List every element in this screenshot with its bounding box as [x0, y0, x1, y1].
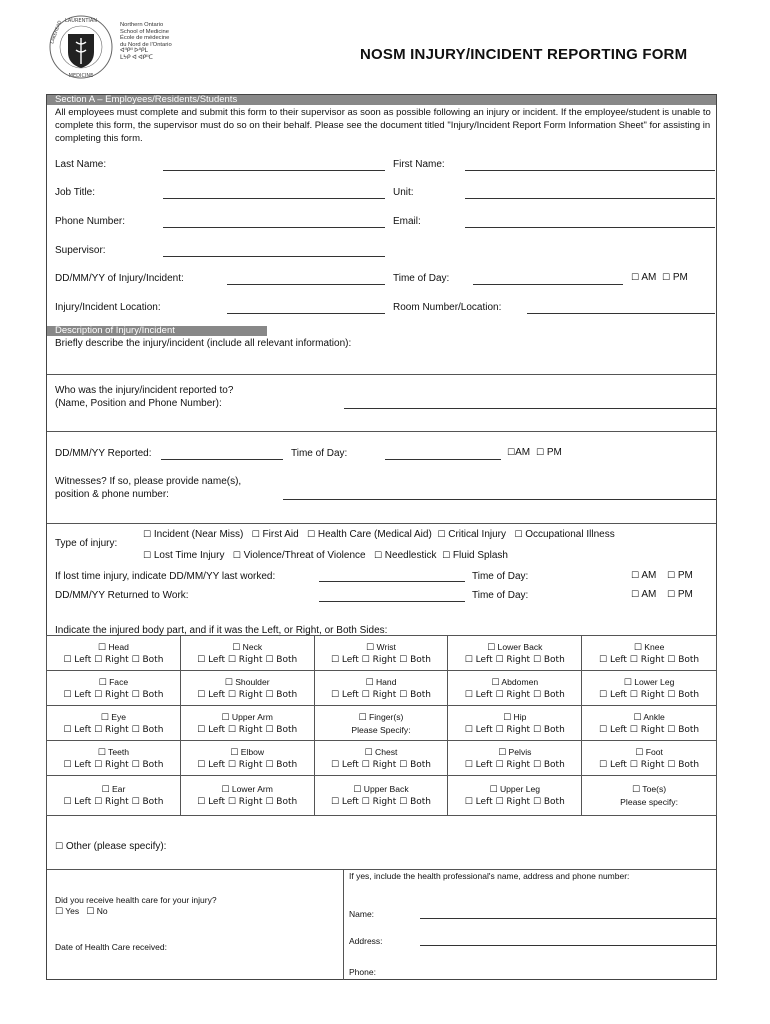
last-name-field[interactable] — [163, 170, 385, 171]
injury-type-row1[interactable]: ☐ Incident (Near Miss) ☐ First Aid ☐ Health Care (Medical Aid) ☐ Critical Injury ☐ Occupational Illness — [143, 529, 615, 540]
lost-time-option[interactable]: Lost Time Injury — [153, 550, 225, 561]
time-of-day-label: Time of Day: — [393, 273, 450, 284]
injury-am-checkbox[interactable]: ☐ AM — [631, 272, 657, 283]
needlestick-option[interactable]: Needlestick — [384, 550, 437, 561]
phone-label: Phone Number: — [55, 216, 126, 227]
near-miss-option[interactable]: Incident (Near Miss) — [153, 529, 244, 540]
body-part-face[interactable]: ☐ Face ☐ Left ☐ Right ☐ Both — [47, 671, 181, 706]
body-part-abdomen[interactable]: ☐ Abdomen ☐ Left ☐ Right ☐ Both — [448, 671, 582, 706]
nosm-logo — [48, 14, 114, 80]
svg-text:MEDICINE: MEDICINE — [68, 73, 94, 79]
body-part-pelvis[interactable]: ☐ Pelvis ☐ Left ☐ Right ☐ Both — [448, 741, 582, 776]
body-part-chest[interactable]: ☐ Chest ☐ Left ☐ Right ☐ Both — [314, 741, 448, 776]
injury-date-label: DD/MM/YY of Injury/Incident: — [55, 273, 184, 284]
returned-pm-checkbox[interactable]: ☐ PM — [667, 589, 693, 600]
body-part-head[interactable]: ☐ Head ☐ Left ☐ Right ☐ Both — [47, 636, 181, 671]
section-a-heading: Section A – Employees/Residents/Students — [47, 95, 716, 105]
other-option[interactable]: ☐ Other (please specify): — [55, 841, 167, 852]
room-field[interactable] — [527, 313, 715, 314]
body-part-toes[interactable]: ☐ Toe(s) Please specify: — [582, 776, 717, 816]
body-part-elbow[interactable]: ☐ Elbow ☐ Left ☐ Right ☐ Both — [180, 741, 314, 776]
school-name: Northern Ontario School of Medicine École de médecine du Nord de l'Ontario ᐊᐦᑭᐦ ᐅᐦᑭᒪ ᒪᔭᑭ ᐊ ᐊᑭᐦᑕ — [120, 22, 172, 61]
body-part-upper-leg[interactable]: ☐ Upper Leg ☐ Left ☐ Right ☐ Both — [448, 776, 582, 816]
body-part-ear[interactable]: ☐ Ear ☐ Left ☐ Right ☐ Both — [47, 776, 181, 816]
body-part-lower-arm[interactable]: ☐ Lower Arm ☐ Left ☐ Right ☐ Both — [180, 776, 314, 816]
hp-address-label: Address: — [349, 936, 383, 946]
injury-time-field[interactable] — [473, 284, 623, 285]
health-care-question: Did you receive health care for your injury? — [55, 895, 217, 905]
reported-to-sublabel: (Name, Position and Phone Number): — [55, 398, 222, 409]
email-field[interactable] — [465, 227, 715, 228]
body-part-knee[interactable]: ☐ Knee ☐ Left ☐ Right ☐ Both — [582, 636, 717, 671]
reported-am-checkbox[interactable]: ☐AM — [507, 447, 531, 458]
form-title: NOSM INJURY/INCIDENT REPORTING FORM — [360, 46, 688, 63]
supervisor-field[interactable] — [163, 256, 385, 257]
supervisor-label: Supervisor: — [55, 245, 106, 256]
witnesses-label: Witnesses? If so, please provide name(s), — [55, 476, 242, 487]
hp-name-field[interactable] — [420, 918, 716, 919]
occupational-illness-option[interactable]: Occupational Illness — [525, 529, 615, 540]
phone-field[interactable] — [163, 227, 385, 228]
body-part-upper-back[interactable]: ☐ Upper Back ☐ Left ☐ Right ☐ Both — [314, 776, 448, 816]
yes-option[interactable]: Yes — [65, 906, 80, 916]
hp-phone-label: Phone: — [349, 967, 376, 977]
date-reported-field[interactable] — [161, 459, 283, 460]
reported-to-field[interactable] — [344, 408, 716, 409]
hp-address-field[interactable] — [420, 945, 716, 946]
fluid-splash-option[interactable]: Fluid Splash — [452, 550, 508, 561]
violence-option[interactable]: Violence/Threat of Violence — [243, 550, 366, 561]
body-part-wrist[interactable]: ☐ Wrist ☐ Left ☐ Right ☐ Both — [314, 636, 448, 671]
body-part-upper-arm[interactable]: ☐ Upper Arm ☐ Left ☐ Right ☐ Both — [180, 706, 314, 741]
injury-pm-checkbox[interactable]: ☐ PM — [662, 272, 688, 283]
hp-name-label: Name: — [349, 909, 375, 919]
last-worked-am-checkbox[interactable]: ☐ AM — [631, 570, 657, 581]
last-name-label: Last Name: — [55, 159, 107, 170]
critical-injury-option[interactable]: Critical Injury — [448, 529, 507, 540]
body-part-prompt: Indicate the injured body part, and if it was the Left, or Right, or Both Sides: — [55, 625, 388, 636]
body-part-shoulder[interactable]: ☐ Shoulder ☐ Left ☐ Right ☐ Both — [180, 671, 314, 706]
job-title-label: Job Title: — [55, 187, 96, 198]
body-part-lower-back[interactable]: ☐ Lower Back ☐ Left ☐ Right ☐ Both — [448, 636, 582, 671]
form-frame — [46, 94, 717, 980]
reported-to-label: Who was the injury/incident reported to? — [55, 385, 234, 396]
reported-time-field[interactable] — [385, 459, 501, 460]
date-reported-label: DD/MM/YY Reported: — [55, 448, 152, 459]
unit-label: Unit: — [393, 187, 414, 198]
health-professional-prompt: If yes, include the health professional's name, address and phone number: — [349, 871, 630, 881]
no-option[interactable]: No — [96, 906, 108, 916]
intro-text: All employees must complete and submit this form to their supervisor as soon as possible following an injury or incident. If the employee/student is unable to complete this form, the supervisor must do so on their behalf. Please see the document titled "Injury/Incident Report Form Information Sheet" for assisting in completing this form. — [55, 107, 711, 144]
job-title-field[interactable] — [163, 198, 385, 199]
injury-date-field[interactable] — [227, 284, 385, 285]
body-part-grid — [46, 635, 717, 816]
body-part-ankle[interactable]: ☐ Ankle ☐ Left ☐ Right ☐ Both — [582, 706, 717, 741]
health-care-options[interactable]: ☐ Yes ☐ No — [55, 906, 108, 917]
body-part-foot[interactable]: ☐ Foot ☐ Left ☐ Right ☐ Both — [582, 741, 717, 776]
body-part-lower-leg[interactable]: ☐ Lower Leg ☐ Left ☐ Right ☐ Both — [582, 671, 717, 706]
health-care-date-label: Date of Health Care received: — [55, 942, 167, 952]
svg-text:LAURENTIAN: LAURENTIAN — [64, 18, 98, 24]
body-part-neck[interactable]: ☐ Neck ☐ Left ☐ Right ☐ Both — [180, 636, 314, 671]
injury-type-label: Type of injury: — [55, 538, 118, 549]
room-label: Room Number/Location: — [393, 302, 502, 313]
body-part-hip[interactable]: ☐ Hip ☐ Left ☐ Right ☐ Both — [448, 706, 582, 741]
location-label: Injury/Incident Location: — [55, 302, 161, 313]
returned-label: DD/MM/YY Returned to Work: — [55, 590, 189, 601]
reported-pm-checkbox[interactable]: ☐ PM — [536, 447, 562, 458]
description-heading: Description of Injury/Incident — [47, 326, 267, 336]
returned-am-checkbox[interactable]: ☐ AM — [631, 589, 657, 600]
reported-time-label: Time of Day: — [291, 448, 348, 459]
location-field[interactable] — [227, 313, 385, 314]
injury-type-row2[interactable]: ☐ Lost Time Injury ☐ Violence/Threat of Violence ☐ Needlestick ☐ Fluid Splash — [143, 550, 508, 561]
health-care-option[interactable]: Health Care (Medical Aid) — [317, 529, 432, 540]
last-worked-time-label: Time of Day: — [472, 571, 529, 582]
returned-time-label: Time of Day: — [472, 590, 529, 601]
returned-field[interactable] — [319, 601, 465, 602]
body-part-hand[interactable]: ☐ Hand ☐ Left ☐ Right ☐ Both — [314, 671, 448, 706]
body-part-teeth[interactable]: ☐ Teeth ☐ Left ☐ Right ☐ Both — [47, 741, 181, 776]
unit-field[interactable] — [465, 198, 715, 199]
description-prompt: Briefly describe the injury/incident (include all relevant information): — [55, 338, 352, 349]
svg-text:LAKEHEAD: LAKEHEAD — [50, 20, 64, 45]
first-name-field[interactable] — [465, 170, 715, 171]
last-worked-pm-checkbox[interactable]: ☐ PM — [667, 570, 693, 581]
first-name-label: First Name: — [393, 159, 445, 170]
email-label: Email: — [393, 216, 421, 227]
last-worked-label: If lost time injury, indicate DD/MM/YY last worked: — [55, 571, 276, 582]
last-worked-field[interactable] — [319, 581, 465, 582]
body-part-fingers[interactable]: ☐ Finger(s) Please Specify: — [314, 706, 448, 741]
witnesses-field[interactable] — [283, 499, 716, 500]
first-aid-option[interactable]: First Aid — [262, 529, 299, 540]
body-part-eye[interactable]: ☐ Eye ☐ Left ☐ Right ☐ Both — [47, 706, 181, 741]
witnesses-sublabel: position & phone number: — [55, 489, 169, 500]
